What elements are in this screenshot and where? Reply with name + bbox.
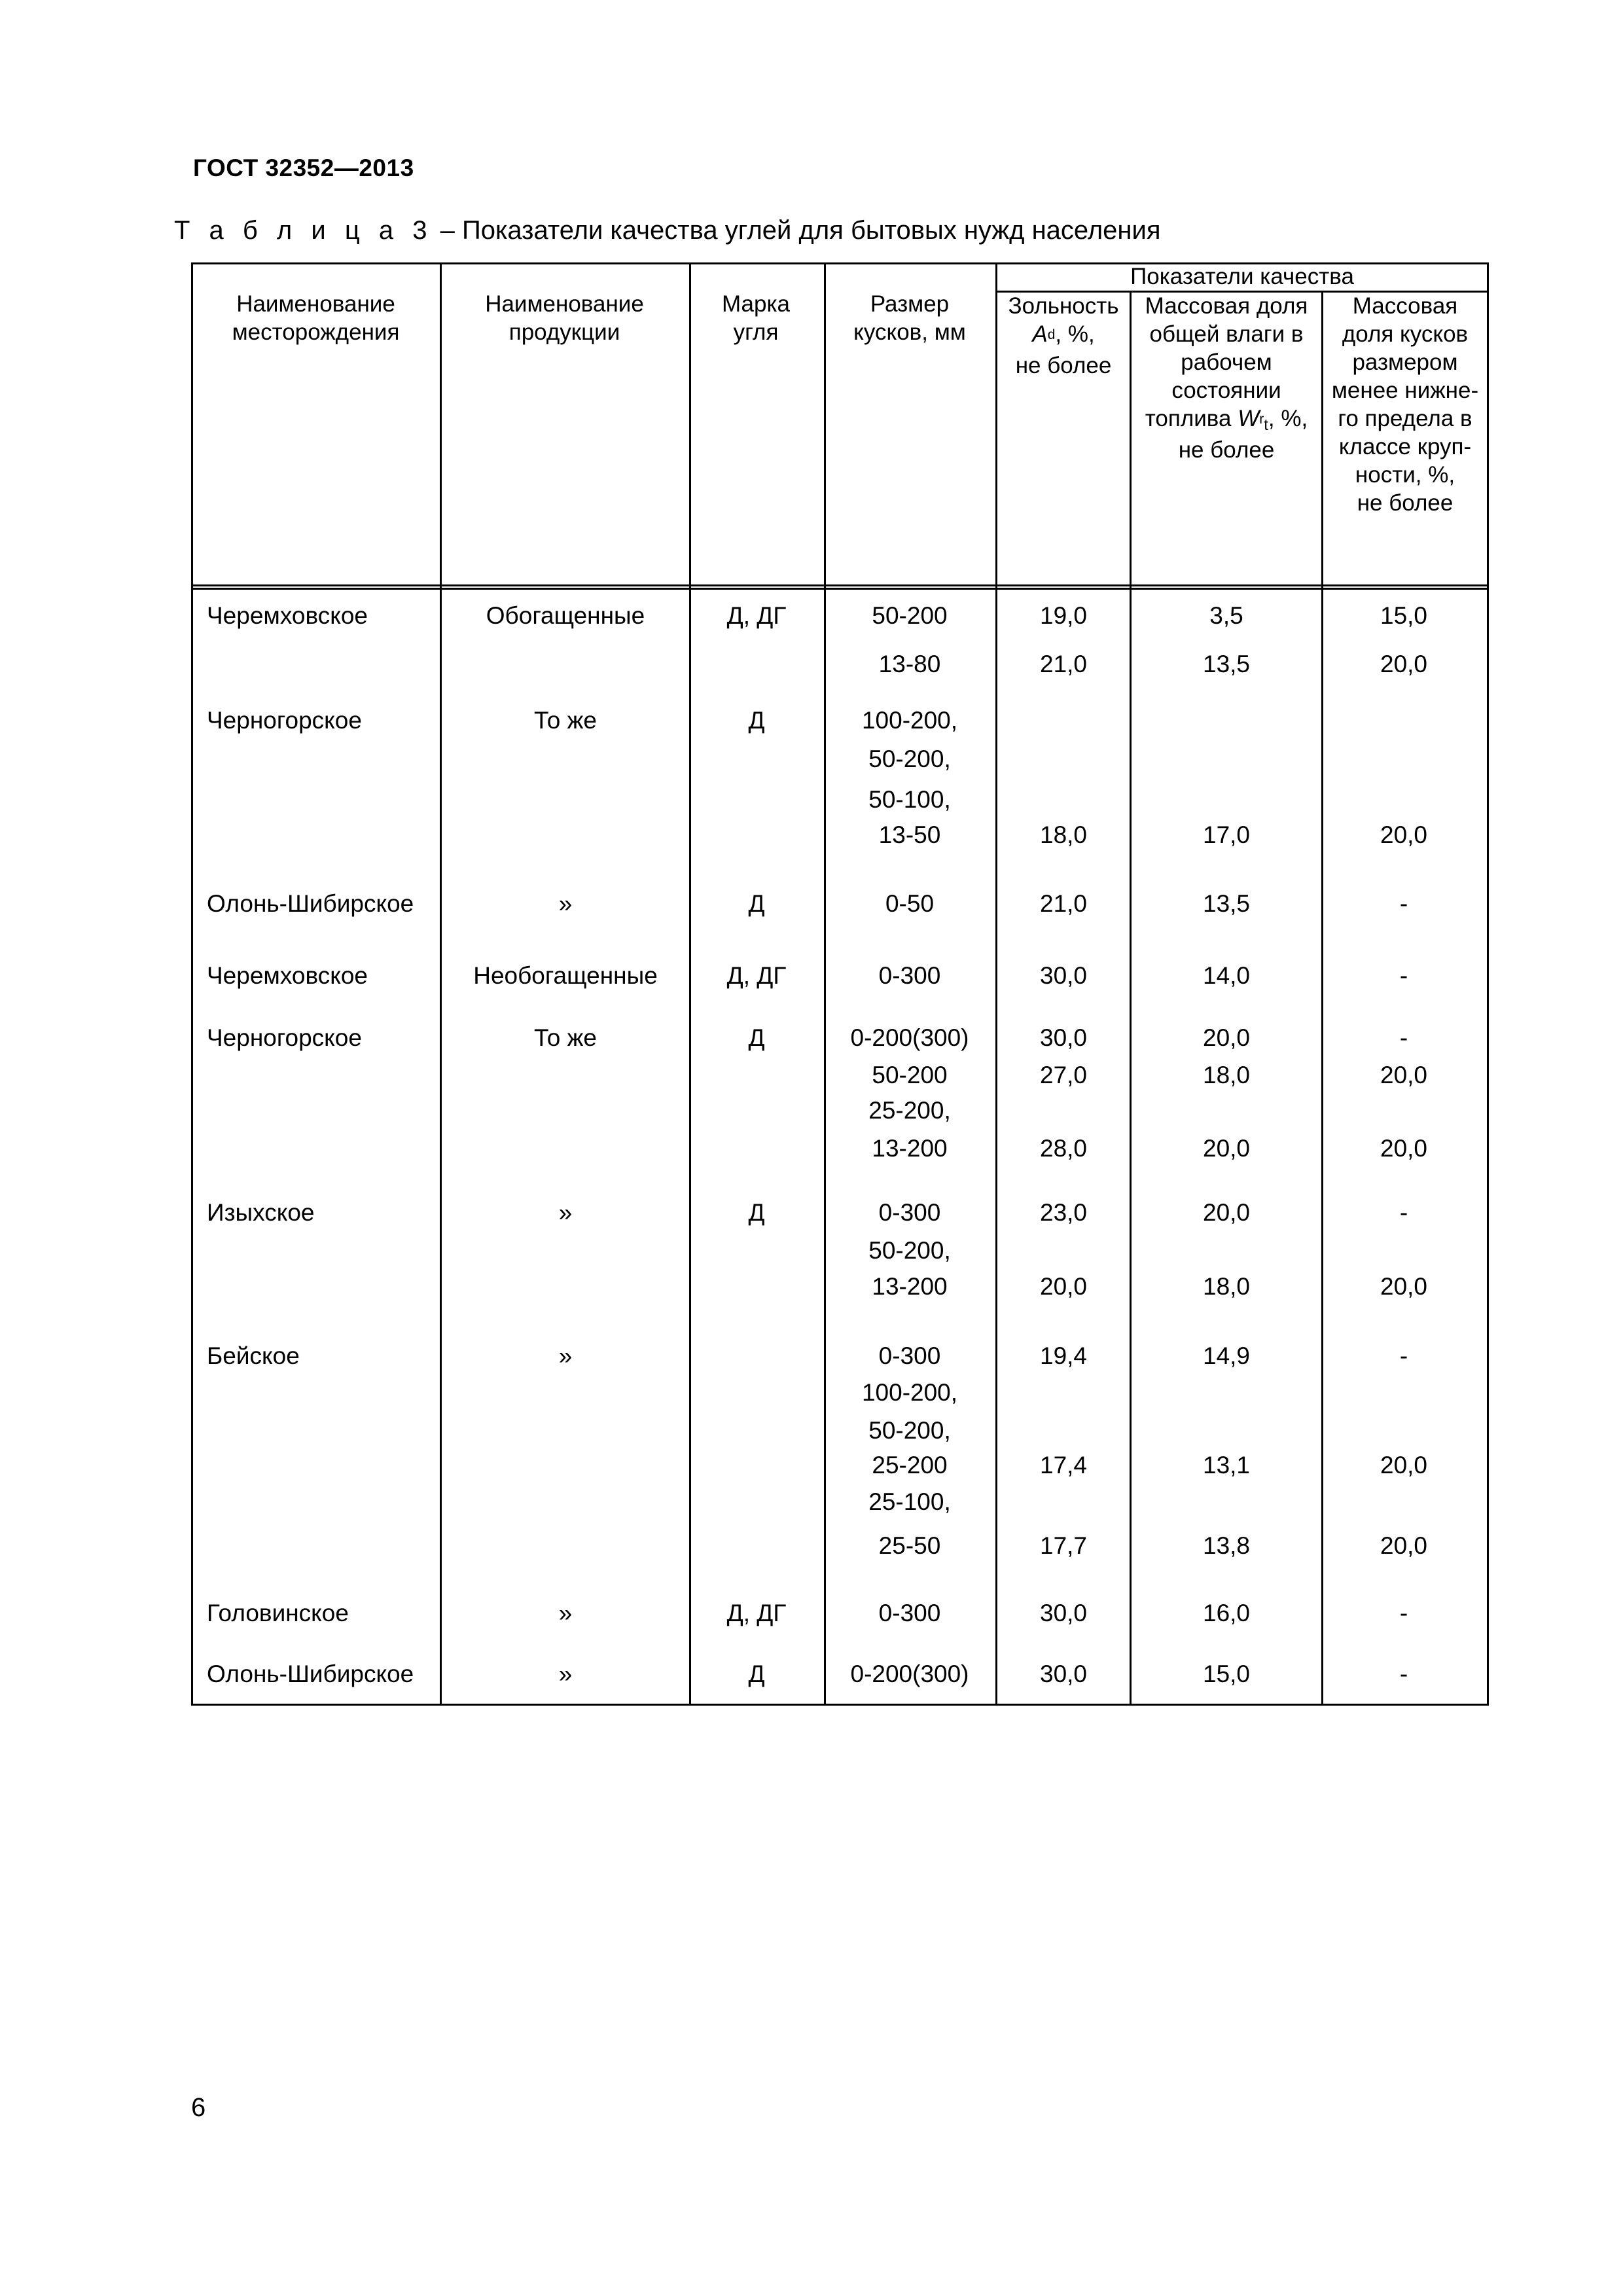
header-ash-symbol: A <box>1032 321 1048 347</box>
column-divider <box>689 262 691 1706</box>
cell-product: » <box>558 1600 573 1626</box>
cell-ash: 19,4 <box>1039 1342 1088 1369</box>
header-moisture-sup: r <box>1259 412 1264 427</box>
header-fines-line: доля кусков <box>1342 321 1469 347</box>
cell-fines: 20,0 <box>1380 651 1428 677</box>
cell-fines: - <box>1399 890 1408 917</box>
cell-product: » <box>558 890 573 917</box>
header-ash <box>997 292 1130 380</box>
table-caption-label: Т а б л и ц а 3 <box>174 216 433 245</box>
cell-moisture: 13,5 <box>1202 651 1251 677</box>
cell-grade: Д <box>748 707 765 734</box>
cell-ash: 27,0 <box>1039 1062 1088 1088</box>
cell-fines: 20,0 <box>1380 1062 1428 1088</box>
cell-size: 0-50 <box>885 890 935 917</box>
cell-ash: 28,0 <box>1039 1135 1088 1162</box>
cell-moisture: 13,5 <box>1202 890 1251 917</box>
header-moisture-formula <box>1132 404 1321 436</box>
cell-moisture: 20,0 <box>1202 1135 1251 1162</box>
header-moisture-fuel: топлива <box>1145 406 1232 431</box>
header-ash-formula <box>997 320 1130 351</box>
cell-size: 25-200 <box>872 1452 948 1479</box>
cell-size: 50-200, <box>868 745 951 772</box>
cell-size: 50-200, <box>868 1237 951 1264</box>
cell-size: 0-300 <box>878 1600 941 1626</box>
cell-grade: Д, ДГ <box>726 602 787 629</box>
cell-fines: - <box>1399 1199 1408 1226</box>
cell-moisture: 14,9 <box>1202 1342 1251 1369</box>
cell-size: 50-200 <box>872 1062 948 1088</box>
cell-fines: - <box>1399 1342 1408 1369</box>
cell-deposit: Олонь-Шибирское <box>207 890 414 917</box>
cell-ash: 23,0 <box>1039 1199 1088 1226</box>
header-moisture-line: не более <box>1178 437 1275 463</box>
cell-grade: Д <box>748 1024 765 1051</box>
table-caption-text: – Показатели качества углей для бытовых нужд населения <box>440 216 1161 245</box>
cell-moisture: 14,0 <box>1202 962 1251 989</box>
cell-size: 0-300 <box>878 1342 941 1369</box>
cell-deposit: Изыхское <box>207 1199 315 1226</box>
header-ash-sup: d <box>1047 327 1056 342</box>
header-moisture-line: состоянии <box>1171 378 1281 403</box>
cell-product: » <box>558 1342 573 1369</box>
cell-ash: 21,0 <box>1039 890 1088 917</box>
cell-moisture: 16,0 <box>1202 1600 1251 1626</box>
cell-ash: 17,4 <box>1039 1452 1088 1479</box>
header-grade: Марка угля <box>721 291 791 345</box>
cell-fines: 20,0 <box>1380 1273 1428 1300</box>
header-divider <box>191 588 1489 590</box>
column-divider <box>1130 292 1132 1706</box>
header-size: Размер кусков, мм <box>853 291 966 345</box>
header-ash-line: Зольность <box>1008 293 1119 319</box>
cell-grade: Д, ДГ <box>726 962 787 989</box>
cell-size: 13-200 <box>872 1273 948 1300</box>
cell-size: 13-80 <box>878 651 941 677</box>
cell-fines: - <box>1399 1660 1408 1687</box>
cell-fines: 20,0 <box>1380 1532 1428 1559</box>
header-ash-unit: , %, <box>1055 321 1095 347</box>
cell-ash: 17,7 <box>1039 1532 1088 1559</box>
cell-moisture: 17,0 <box>1202 821 1251 848</box>
cell-size: 100-200, <box>861 707 958 734</box>
cell-ash: 21,0 <box>1039 651 1088 677</box>
column-divider <box>824 262 826 1706</box>
cell-product: » <box>558 1199 573 1226</box>
cell-fines: 15,0 <box>1380 602 1428 629</box>
header-moisture-line: рабочем <box>1181 350 1272 375</box>
cell-size: 50-100, <box>868 786 951 813</box>
header-moisture-line: Массовая доля <box>1145 293 1308 319</box>
cell-size: 25-100, <box>868 1488 951 1515</box>
cell-size: 25-50 <box>878 1532 941 1559</box>
cell-fines: - <box>1399 962 1408 989</box>
header-product: Наименование продукции <box>485 291 644 345</box>
cell-deposit: Черемховское <box>207 962 368 989</box>
cell-deposit: Олонь-Шибирское <box>207 1660 414 1687</box>
cell-ash: 20,0 <box>1039 1273 1088 1300</box>
header-quality-group: Показатели качества <box>1130 264 1354 289</box>
cell-size: 50-200 <box>872 602 948 629</box>
cell-moisture: 3,5 <box>1209 602 1243 629</box>
header-fines-line: го предела в <box>1338 406 1472 431</box>
cell-size: 0-200(300) <box>850 1660 969 1687</box>
cell-fines: 20,0 <box>1380 821 1428 848</box>
header-fines-line: размером <box>1352 350 1458 375</box>
cell-size: 13-200 <box>872 1135 948 1162</box>
cell-ash: 30,0 <box>1039 1600 1088 1626</box>
header-fines-line: классе круп- <box>1338 434 1472 459</box>
cell-size: 13-50 <box>878 821 941 848</box>
header-moisture <box>1132 292 1321 464</box>
cell-moisture: 20,0 <box>1202 1024 1251 1051</box>
table-border-bottom <box>191 1704 1489 1706</box>
header-fines-line: ности, %, <box>1355 462 1455 488</box>
cell-grade: Д <box>748 890 765 917</box>
cell-moisture: 13,8 <box>1202 1532 1251 1559</box>
header-fines-line: не более <box>1357 490 1454 516</box>
cell-moisture: 13,1 <box>1202 1452 1251 1479</box>
cell-grade: Д <box>748 1660 765 1687</box>
cell-moisture: 18,0 <box>1202 1273 1251 1300</box>
cell-deposit: Бейское <box>207 1342 300 1369</box>
cell-ash: 30,0 <box>1039 962 1088 989</box>
cell-product: » <box>558 1660 573 1687</box>
column-divider <box>995 262 997 1706</box>
cell-deposit: Черногорское <box>207 1024 362 1051</box>
header-moisture-unit: , %, <box>1268 406 1308 431</box>
cell-moisture: 20,0 <box>1202 1199 1251 1226</box>
header-fines <box>1323 292 1487 517</box>
cell-ash: 30,0 <box>1039 1024 1088 1051</box>
cell-size: 0-300 <box>878 962 941 989</box>
header-fines-line: Массовая <box>1352 293 1458 319</box>
cell-deposit: Черемховское <box>207 602 368 629</box>
cell-fines: 20,0 <box>1380 1135 1428 1162</box>
header-ash-line: не более <box>1015 353 1112 378</box>
table-border-left <box>191 262 193 1706</box>
header-deposit: Наименование месторождения <box>232 291 400 345</box>
cell-deposit: Черногорское <box>207 707 362 734</box>
cell-size: 0-300 <box>878 1199 941 1226</box>
cell-grade: Д, ДГ <box>726 1600 787 1626</box>
cell-size: 100-200, <box>861 1379 958 1406</box>
cell-deposit: Головинское <box>207 1600 349 1626</box>
cell-ash: 30,0 <box>1039 1660 1088 1687</box>
cell-fines: - <box>1399 1600 1408 1626</box>
cell-moisture: 15,0 <box>1202 1660 1251 1687</box>
cell-moisture: 18,0 <box>1202 1062 1251 1088</box>
header-divider <box>191 584 1489 586</box>
page-number: 6 <box>191 2093 206 2122</box>
header-fines-line: менее нижне- <box>1331 378 1479 403</box>
cell-fines: 20,0 <box>1380 1452 1428 1479</box>
column-divider <box>440 262 442 1706</box>
cell-size: 25-200, <box>868 1097 951 1124</box>
document-header: ГОСТ 32352—2013 <box>193 154 414 181</box>
cell-grade: Д <box>748 1199 765 1226</box>
cell-ash: 18,0 <box>1039 821 1088 848</box>
header-moisture-sub: t <box>1264 416 1268 434</box>
header-moisture-symbol: W <box>1238 406 1260 431</box>
cell-fines: - <box>1399 1024 1408 1051</box>
cell-product: То же <box>534 707 597 734</box>
header-moisture-line: общей влаги в <box>1149 321 1304 347</box>
cell-product: Обогащенные <box>486 602 645 629</box>
cell-product: Необогащенные <box>473 962 658 989</box>
cell-size: 50-200, <box>868 1417 951 1444</box>
table-border-right <box>1487 262 1489 1706</box>
cell-ash: 19,0 <box>1039 602 1088 629</box>
cell-size: 0-200(300) <box>850 1024 969 1051</box>
cell-product: То же <box>534 1024 597 1051</box>
table-border-top <box>191 262 997 264</box>
